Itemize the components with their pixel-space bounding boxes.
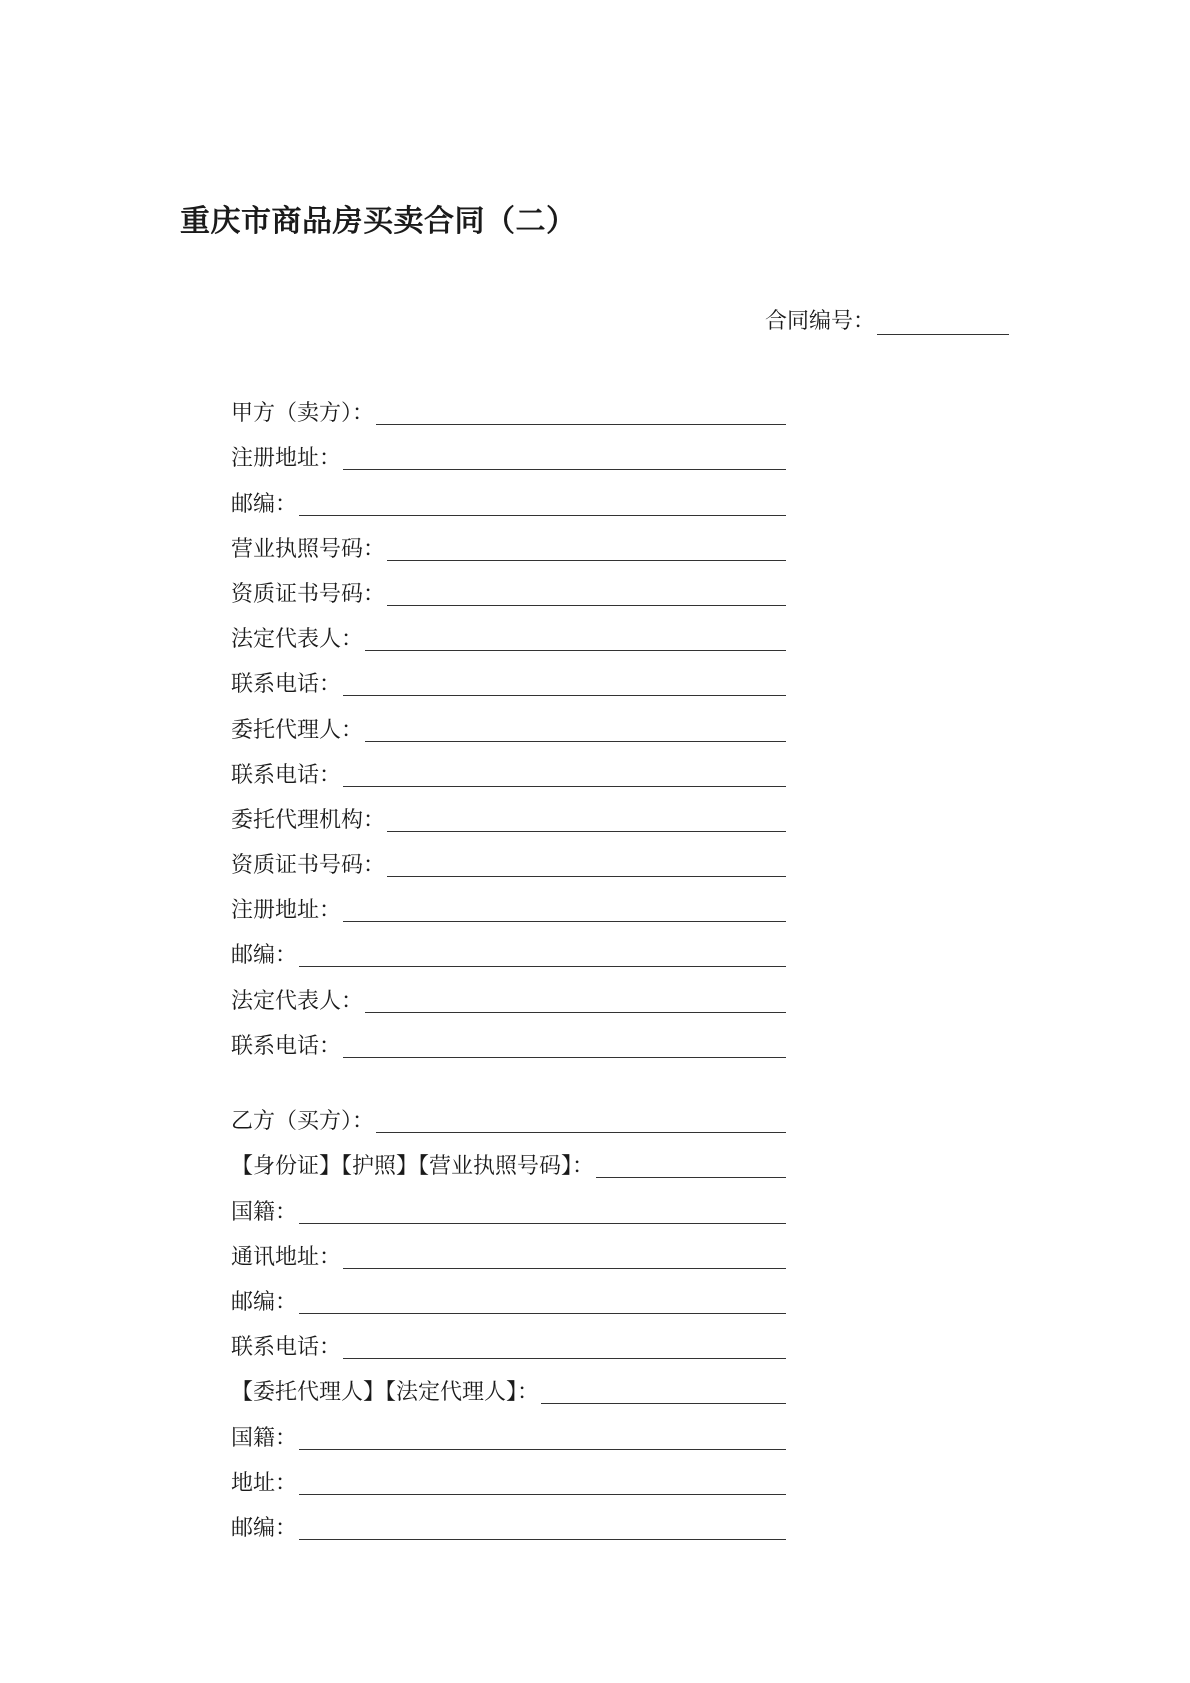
party-a-row [231, 744, 786, 789]
party-a-row [231, 427, 786, 472]
party-a-row [231, 518, 786, 563]
party-b-row [231, 1180, 786, 1225]
field-label: 法定代表人： [231, 988, 364, 1014]
party-a-row [231, 382, 786, 427]
fill-in-blank[interactable] [299, 1472, 786, 1495]
party-a-row [231, 879, 786, 924]
fill-in-blank[interactable] [343, 1035, 786, 1058]
fill-in-blank[interactable] [299, 1517, 786, 1540]
field-label: 注册地址： [231, 898, 342, 924]
field-label: 联系电话： [231, 1033, 342, 1059]
party-b-section [231, 1090, 786, 1542]
party-a-row [231, 969, 786, 1014]
party-a-section [231, 382, 786, 1060]
party-b-row [231, 1271, 786, 1316]
party-b-row [231, 1497, 786, 1542]
party-b-row [231, 1135, 786, 1180]
fill-in-blank[interactable] [299, 944, 786, 967]
field-label: 国籍： [231, 1425, 298, 1451]
fill-in-blank[interactable] [541, 1381, 786, 1404]
party-a-row [231, 698, 786, 743]
party-b-row [231, 1361, 786, 1406]
field-label: 资质证书号码： [231, 853, 386, 879]
fill-in-blank[interactable] [365, 719, 786, 742]
fill-in-blank[interactable] [299, 1201, 786, 1224]
field-label: 联系电话： [231, 1335, 342, 1361]
fill-in-blank[interactable] [387, 854, 786, 877]
field-label: 营业执照号码： [231, 536, 386, 562]
field-label: 委托代理人： [231, 717, 364, 743]
fill-in-blank[interactable] [343, 673, 786, 696]
field-label: 通讯地址： [231, 1244, 342, 1270]
fill-in-blank[interactable] [376, 402, 786, 425]
field-label: 注册地址： [231, 446, 342, 472]
field-label: 乙方（买方）： [231, 1109, 375, 1135]
field-label: 法定代表人： [231, 627, 364, 653]
field-label: 联系电话： [231, 762, 342, 788]
party-a-row [231, 608, 786, 653]
fill-in-blank[interactable] [343, 1246, 786, 1269]
party-b-row [231, 1090, 786, 1135]
party-b-row [231, 1226, 786, 1271]
contract-number-label: 合同编号： [765, 309, 876, 334]
party-a-row [231, 472, 786, 517]
field-label: 资质证书号码： [231, 581, 386, 607]
party-b-row [231, 1406, 786, 1451]
fill-in-blank[interactable] [365, 628, 786, 651]
fill-in-blank[interactable] [365, 990, 786, 1013]
field-label: 邮编： [231, 491, 298, 517]
fill-in-blank[interactable] [343, 1336, 786, 1359]
field-label: 邮编： [231, 1289, 298, 1315]
party-a-row [231, 789, 786, 834]
field-label: 国籍： [231, 1199, 298, 1225]
fill-in-blank[interactable] [387, 538, 786, 561]
contract-number [765, 305, 1009, 335]
field-label: 【委托代理人】【法定代理人】： [231, 1380, 540, 1406]
fill-in-blank[interactable] [343, 899, 786, 922]
fill-in-blank[interactable] [299, 1291, 786, 1314]
field-label: 邮编： [231, 1515, 298, 1541]
contract-number-blank[interactable] [877, 312, 1009, 335]
fill-in-blank[interactable] [376, 1110, 786, 1133]
fill-in-blank[interactable] [387, 583, 786, 606]
field-label: 联系电话： [231, 672, 342, 698]
field-label: 委托代理机构： [231, 807, 386, 833]
field-label: 【身份证】【护照】【营业执照号码】： [231, 1154, 595, 1180]
fill-in-blank[interactable] [387, 809, 786, 832]
party-a-row [231, 563, 786, 608]
party-a-row [231, 653, 786, 698]
fill-in-blank[interactable] [343, 764, 786, 787]
fill-in-blank[interactable] [299, 1427, 786, 1450]
fill-in-blank[interactable] [343, 447, 786, 470]
party-b-row [231, 1316, 786, 1361]
field-label: 甲方（卖方）： [231, 401, 375, 427]
document-title: 重庆市商品房买卖合同（二） [180, 204, 577, 239]
party-a-row [231, 1015, 786, 1060]
fill-in-blank[interactable] [596, 1155, 786, 1178]
party-a-row [231, 924, 786, 969]
fill-in-blank[interactable] [299, 493, 786, 516]
field-label: 邮编： [231, 943, 298, 969]
field-label: 地址： [231, 1470, 298, 1496]
party-a-row [231, 834, 786, 879]
party-b-row [231, 1452, 786, 1497]
